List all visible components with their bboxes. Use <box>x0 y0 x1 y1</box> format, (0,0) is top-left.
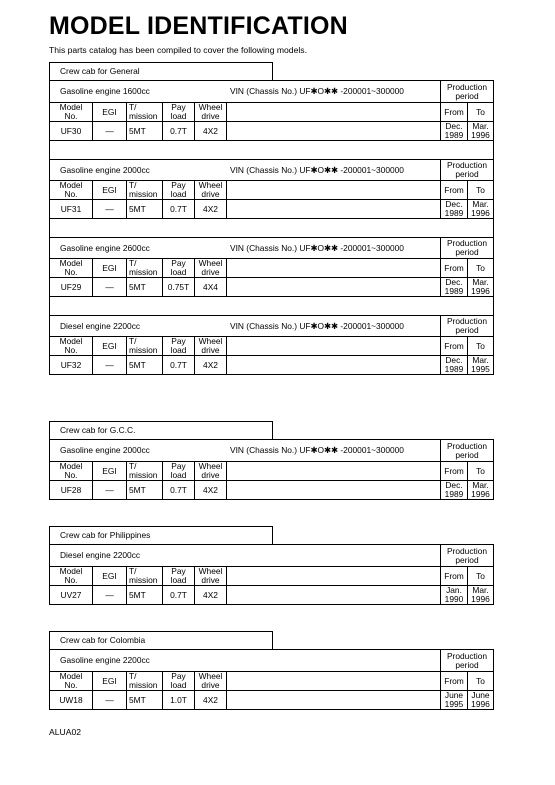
model-no-header: Model No. <box>59 102 83 121</box>
engine-block <box>50 315 493 374</box>
transmission-header: T/ mission <box>126 462 162 480</box>
model-table <box>49 439 494 500</box>
column-header-row <box>50 671 493 690</box>
model-no-header: Model No. <box>59 180 83 199</box>
model-no: UF29 <box>60 281 82 292</box>
production-period-header: Production period <box>440 545 493 566</box>
engine-label: Gasoline engine 2200cc <box>60 655 150 666</box>
from-header: From <box>440 672 467 690</box>
column-header-row <box>50 336 493 355</box>
model-section <box>49 62 494 375</box>
blank-cell <box>226 586 440 604</box>
wheel-drive-header: Wheel drive <box>194 567 226 585</box>
production-from: Dec. 1989 <box>440 122 467 140</box>
blank-cell <box>226 103 440 121</box>
section-heading: Crew cab for Colombia <box>49 631 273 649</box>
section-heading: Crew cab for Philippines <box>49 526 273 544</box>
transmission-value: 5MT <box>126 481 162 499</box>
model-no: UF28 <box>60 484 82 495</box>
payload-value: 0.7T <box>162 122 194 140</box>
engine-block <box>50 237 493 296</box>
wheel-drive-value: 4X2 <box>194 586 226 604</box>
payload-value: 1.0T <box>162 691 194 709</box>
to-header: To <box>467 181 493 199</box>
to-header: To <box>467 337 493 355</box>
egi-header: EGI <box>92 567 126 585</box>
wheel-drive-value: 4X2 <box>194 356 226 374</box>
blank-cell <box>226 200 440 218</box>
table-row <box>50 585 493 604</box>
blank-cell <box>226 567 440 585</box>
blank-cell <box>226 481 440 499</box>
section-heading: Crew cab for G.C.C. <box>49 421 273 439</box>
wheel-drive-value: 4X2 <box>194 691 226 709</box>
model-no: UW18 <box>59 694 83 705</box>
production-period-header: Production period <box>440 81 493 102</box>
payload-header: Pay load <box>162 259 194 277</box>
from-header: From <box>440 181 467 199</box>
egi-value: — <box>92 691 126 709</box>
to-header: To <box>467 672 493 690</box>
from-header: From <box>440 567 467 585</box>
blank-cell <box>226 337 440 355</box>
wheel-drive-value: 4X2 <box>194 200 226 218</box>
block-spacer <box>50 140 493 159</box>
engine-block <box>50 81 493 140</box>
vin-range: VIN (Chassis No.) UF✱O✱✱ -200001~300000 <box>230 164 404 175</box>
transmission-value: 5MT <box>126 278 162 296</box>
engine-row <box>50 81 493 102</box>
blank-cell <box>226 181 440 199</box>
block-spacer <box>50 296 493 315</box>
wheel-drive-header: Wheel drive <box>194 672 226 690</box>
production-to: Mar. 1996 <box>467 200 493 218</box>
blank-cell <box>226 356 440 374</box>
production-period-header: Production period <box>440 238 493 258</box>
model-no: UF32 <box>60 359 82 370</box>
engine-label: Diesel engine 2200cc <box>60 320 141 331</box>
vin-range: VIN (Chassis No.) UF✱O✱✱ -200001~300000 <box>230 86 404 97</box>
from-header: From <box>440 337 467 355</box>
production-from: Jan. 1990 <box>440 586 467 604</box>
production-period-header: Production period <box>440 650 493 671</box>
production-period-header: Production period <box>440 440 493 461</box>
engine-row <box>50 237 493 258</box>
engine-label: Gasoline engine 1600cc <box>60 86 150 97</box>
transmission-value: 5MT <box>126 200 162 218</box>
payload-header: Pay load <box>162 103 194 121</box>
engine-block <box>50 440 493 499</box>
footer-code: ALUA02 <box>49 727 82 737</box>
model-no-header: Model No. <box>59 336 83 355</box>
to-header: To <box>467 567 493 585</box>
engine-label: Gasoline engine 2000cc <box>60 445 150 456</box>
model-table <box>49 544 494 605</box>
production-from: Dec. 1989 <box>440 200 467 218</box>
egi-value: — <box>92 586 126 604</box>
transmission-header: T/ mission <box>126 259 162 277</box>
egi-header: EGI <box>92 181 126 199</box>
model-section <box>49 631 494 710</box>
model-no-header: Model No. <box>59 566 83 585</box>
wheel-drive-header: Wheel drive <box>194 181 226 199</box>
production-to: Mar. 1996 <box>467 122 493 140</box>
egi-header: EGI <box>92 337 126 355</box>
transmission-value: 5MT <box>126 122 162 140</box>
block-spacer <box>50 218 493 237</box>
column-header-row <box>50 566 493 585</box>
egi-value: — <box>92 278 126 296</box>
egi-value: — <box>92 481 126 499</box>
blank-cell <box>226 259 440 277</box>
table-row <box>50 355 493 374</box>
table-row <box>50 121 493 140</box>
model-section <box>49 421 494 500</box>
production-period-header: Production period <box>440 160 493 180</box>
payload-header: Pay load <box>162 462 194 480</box>
engine-block <box>50 545 493 604</box>
transmission-header: T/ mission <box>126 181 162 199</box>
egi-value: — <box>92 122 126 140</box>
blank-cell <box>226 691 440 709</box>
egi-header: EGI <box>92 462 126 480</box>
blank-cell <box>226 122 440 140</box>
production-from: June 1995 <box>440 691 467 709</box>
column-header-row <box>50 461 493 480</box>
column-header-row <box>50 180 493 199</box>
payload-header: Pay load <box>162 337 194 355</box>
section-heading: Crew cab for General <box>49 62 273 80</box>
payload-value: 0.7T <box>162 356 194 374</box>
transmission-header: T/ mission <box>126 672 162 690</box>
table-row <box>50 199 493 218</box>
wheel-drive-value: 4X2 <box>194 481 226 499</box>
egi-value: — <box>92 200 126 218</box>
egi-value: — <box>92 356 126 374</box>
transmission-header: T/ mission <box>126 567 162 585</box>
model-no: UV27 <box>60 589 82 600</box>
to-header: To <box>467 259 493 277</box>
wheel-drive-value: 4X2 <box>194 122 226 140</box>
engine-row <box>50 440 493 461</box>
vin-range: VIN (Chassis No.) UF✱O✱✱ -200001~300000 <box>230 320 404 331</box>
table-row <box>50 277 493 296</box>
transmission-value: 5MT <box>126 356 162 374</box>
column-header-row <box>50 102 493 121</box>
blank-cell <box>226 462 440 480</box>
wheel-drive-header: Wheel drive <box>194 337 226 355</box>
production-from: Dec. 1989 <box>440 481 467 499</box>
engine-row <box>50 650 493 671</box>
engine-label: Gasoline engine 2000cc <box>60 164 150 175</box>
model-no-header: Model No. <box>59 671 83 690</box>
production-from: Dec. 1989 <box>440 278 467 296</box>
egi-header: EGI <box>92 259 126 277</box>
wheel-drive-header: Wheel drive <box>194 462 226 480</box>
payload-header: Pay load <box>162 181 194 199</box>
payload-header: Pay load <box>162 672 194 690</box>
model-table <box>49 80 494 375</box>
engine-label: Diesel engine 2200cc <box>60 550 141 561</box>
column-header-row <box>50 258 493 277</box>
engine-row <box>50 545 493 566</box>
egi-header: EGI <box>92 103 126 121</box>
engine-row <box>50 315 493 336</box>
engine-row <box>50 159 493 180</box>
production-to: Mar. 1996 <box>467 481 493 499</box>
model-table <box>49 649 494 710</box>
vin-range: VIN (Chassis No.) UF✱O✱✱ -200001~300000 <box>230 445 404 456</box>
table-row <box>50 480 493 499</box>
model-no: UF31 <box>60 203 82 214</box>
egi-header: EGI <box>92 672 126 690</box>
table-row <box>50 690 493 709</box>
transmission-value: 5MT <box>126 691 162 709</box>
transmission-value: 5MT <box>126 586 162 604</box>
blank-cell <box>226 672 440 690</box>
production-to: Mar. 1996 <box>467 586 493 604</box>
production-to: Mar. 1995 <box>467 356 493 374</box>
payload-value: 0.75T <box>162 278 194 296</box>
wheel-drive-value: 4X4 <box>194 278 226 296</box>
transmission-header: T/ mission <box>126 103 162 121</box>
to-header: To <box>467 103 493 121</box>
engine-block <box>50 159 493 218</box>
payload-header: Pay load <box>162 567 194 585</box>
blank-cell <box>226 278 440 296</box>
wheel-drive-header: Wheel drive <box>194 259 226 277</box>
wheel-drive-header: Wheel drive <box>194 103 226 121</box>
payload-value: 0.7T <box>162 481 194 499</box>
engine-label: Gasoline engine 2600cc <box>60 242 150 253</box>
to-header: To <box>467 462 493 480</box>
model-section <box>49 526 494 605</box>
vin-range: VIN (Chassis No.) UF✱O✱✱ -200001~300000 <box>230 242 404 253</box>
page-subtitle: This parts catalog has been compiled to cover the following models. <box>49 45 307 55</box>
model-no-header: Model No. <box>59 461 83 480</box>
model-no-header: Model No. <box>59 258 83 277</box>
production-from: Dec. 1989 <box>440 356 467 374</box>
transmission-header: T/ mission <box>126 337 162 355</box>
production-period-header: Production period <box>440 316 493 336</box>
production-to: Mar. 1996 <box>467 278 493 296</box>
engine-block <box>50 650 493 709</box>
from-header: From <box>440 103 467 121</box>
page-title: MODEL IDENTIFICATION <box>49 12 348 40</box>
from-header: From <box>440 259 467 277</box>
from-header: From <box>440 462 467 480</box>
model-no: UF30 <box>60 125 82 136</box>
payload-value: 0.7T <box>162 586 194 604</box>
production-to: June 1996 <box>467 691 493 709</box>
payload-value: 0.7T <box>162 200 194 218</box>
